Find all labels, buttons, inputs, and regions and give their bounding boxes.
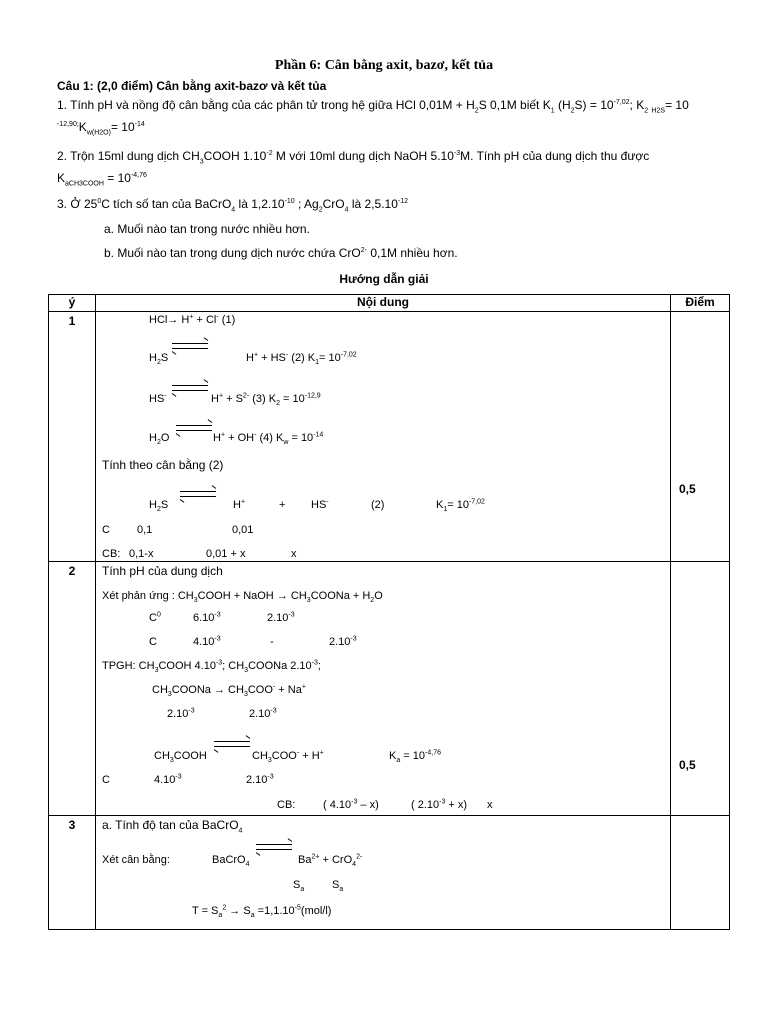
question-3a: a. Muối nào tan trong nước nhiều hơn. [104,222,310,236]
question-2-line-2: $K_{aCH3COOH} = 10^{-4,76}$ [57,171,147,188]
row2-c-1: $4.10^{-3}$ [154,773,182,786]
question-3-line-1: 3. Ở $25^0C$ tích số tan của BaCrO$_4$ là $1,2.10^{-10}$ ; $Ag_2CrO_4$ là $2,5.10^{-12}$ [57,197,409,214]
row-cb-label: CB: [102,548,121,560]
score-value: 0,5 [679,758,696,772]
c0-label: $C^0$ [149,611,161,624]
question-1-line-2: $^{-12,90;}K_{w(H2O)}= 10^{-14}$ [57,120,145,137]
arrow-right-icon: → [276,590,288,602]
equilibrium-arrow-icon [180,489,216,499]
calc-label: Tính theo cân bằng (2) [102,458,224,472]
eq-2-calc: $H_2S$ [149,499,169,514]
row3-result: $T = S_a^2 \to S_a =1,1.10^{-5}(mol/l)$ [192,904,332,920]
row-score [671,562,730,816]
eq-4-products: H+ + OH- (4) $K_w = 10^{-14}$ [213,431,324,447]
row-number: 2 [49,562,96,816]
row2-c-2: $2.10^{-3}$ [246,773,274,786]
dissoc-1: $2.10^{-3}$ [167,707,195,720]
row-c-1: 0,1 [137,524,153,536]
question-3b: b. Muối nào tan trong dung dịch nước chứa CrO$^{2-}$ 0,1M nhiều hơn. [104,246,458,260]
row-number: 3 [49,816,96,930]
eq-1: HCl→ H+ + Cl- (1) [149,313,236,326]
row2-cb-1: ( $4.10^{-3} - x$) [323,798,379,811]
eq-2-calc-num: (2) [371,499,385,511]
page-title: Phần 6: Cân bằng axit, bazơ, kết tủa [274,58,494,73]
question-1-line-1: 1. Tính pH và nồng độ cân bằng của các phân tử trong hệ giữa HCl $0,01M + H_2S$ 0,1M biết $K_1$ $(H_2S) = 10^{-7,02}$; $K_2$ $_{H2S}$= 10 [57,98,689,115]
row-c-label: C [102,524,110,536]
row-content [96,816,671,930]
row-cb-3: x [291,548,297,560]
score-value: 0,5 [679,482,696,496]
question-2-line-1: 2. Trộn 15ml dung dịch $CH_3COOH$ $1.10^{-2}$ M với 10ml dung dịch NaOH $5.10^{-3}M$. Tính pH của dung dịch thu được [57,149,650,166]
table-row [49,816,730,930]
tpgh: TPGH: $CH_3COOH$ $4.10^{-3}$; $CH_3COONa$ $2.10^{-3}$; [102,659,321,675]
row-score [671,816,730,930]
row3-heading: a. Tính độ tan của BaCrO$_4$ [102,818,243,835]
header-score: Điểm [671,295,730,312]
row3-eq-left: BaCrO$_4$ [212,854,250,869]
row2-cb-3: x [487,799,493,811]
row-content [96,562,671,816]
solution-table [48,294,730,930]
equilibrium-arrow-icon [256,842,292,852]
table-row [49,312,730,562]
acid-eq-k: $K_a = 10^{-4,76}$ [389,749,441,765]
c-3: $2.10^{-3}$ [329,635,357,648]
row2-cb-label: CB: [277,799,296,811]
reaction: Xét phản ứng : $CH_3COOH$ + NaOH → $CH_3COONa + H_2O$ [102,590,383,605]
guide-heading: Hướng dẫn giải [339,272,429,286]
row3-s-2: $S_a$ [332,879,344,894]
row3-eq-right: $Ba^{2+} + CrO_4^{2-}$ [298,853,363,869]
question-header: Câu 1: (2,0 điểm) Cân bằng axit-bazơ và kết tủa [57,79,327,93]
c0-2: $2.10^{-3}$ [267,611,295,624]
dissoc-2: $2.10^{-3}$ [249,707,277,720]
row3-eq-label: Xét cân bằng: [102,854,170,866]
eq-3: HS- [149,392,167,405]
equilibrium-arrow-icon [176,423,212,433]
arrow-right-icon: → [229,905,241,917]
c0-1: $6.10^{-3}$ [193,611,221,624]
eq-2-calc-hs: HS- [311,498,329,511]
row2-heading: Tính pH của dung dịch [102,564,223,578]
header-content: Nội dung [96,295,671,312]
equilibrium-arrow-icon [172,341,208,351]
row-number: 1 [49,312,96,562]
arrow-right-icon: → [167,314,179,326]
acid-eq-products: $CH_3COO^- + H^+$ [252,749,324,765]
row-cb-2: 0,01 + x [206,548,246,560]
eq-4: $H_2O$ [149,432,170,447]
row-score [671,312,730,562]
eq-2: $H_2S$ [149,352,169,367]
c-2: - [270,636,274,648]
eq-2-calc-k: $K_1= 10^{-7,02}$ [436,498,485,514]
row-cb-1: 0,1-x [129,548,154,560]
header-y: ý [49,295,96,312]
arrow-right-icon: → [213,684,225,696]
eq-2-calc-plus: + [279,499,286,511]
row-c-2: 0,01 [232,524,254,536]
equilibrium-arrow-icon [214,739,250,749]
table-header-row [49,295,730,312]
c-label: C [149,636,157,648]
eq-3-products: $H^+ + S^{2-}$ (3) $K_2 = 10^{-12,9}$ [211,392,321,408]
eq-2-calc-h: H+ [233,498,246,511]
eq-2-products: H+ + HS- (2) $K_1= 10^{-7,02}$ [246,351,357,367]
c-1: $4.10^{-3}$ [193,635,221,648]
acid-eq: $CH_3COOH$ [154,750,207,765]
row2-c-label: C [102,774,110,786]
row-content [96,312,671,562]
dissociation: $CH_3COONa \to CH_3COO^- + Na^+$ [152,683,306,699]
table-row [49,562,730,816]
row3-s-1: $S_a$ [293,879,305,894]
equilibrium-arrow-icon [172,383,208,393]
row2-cb-2: ( $2.10^{-3} + x$) [411,798,468,811]
